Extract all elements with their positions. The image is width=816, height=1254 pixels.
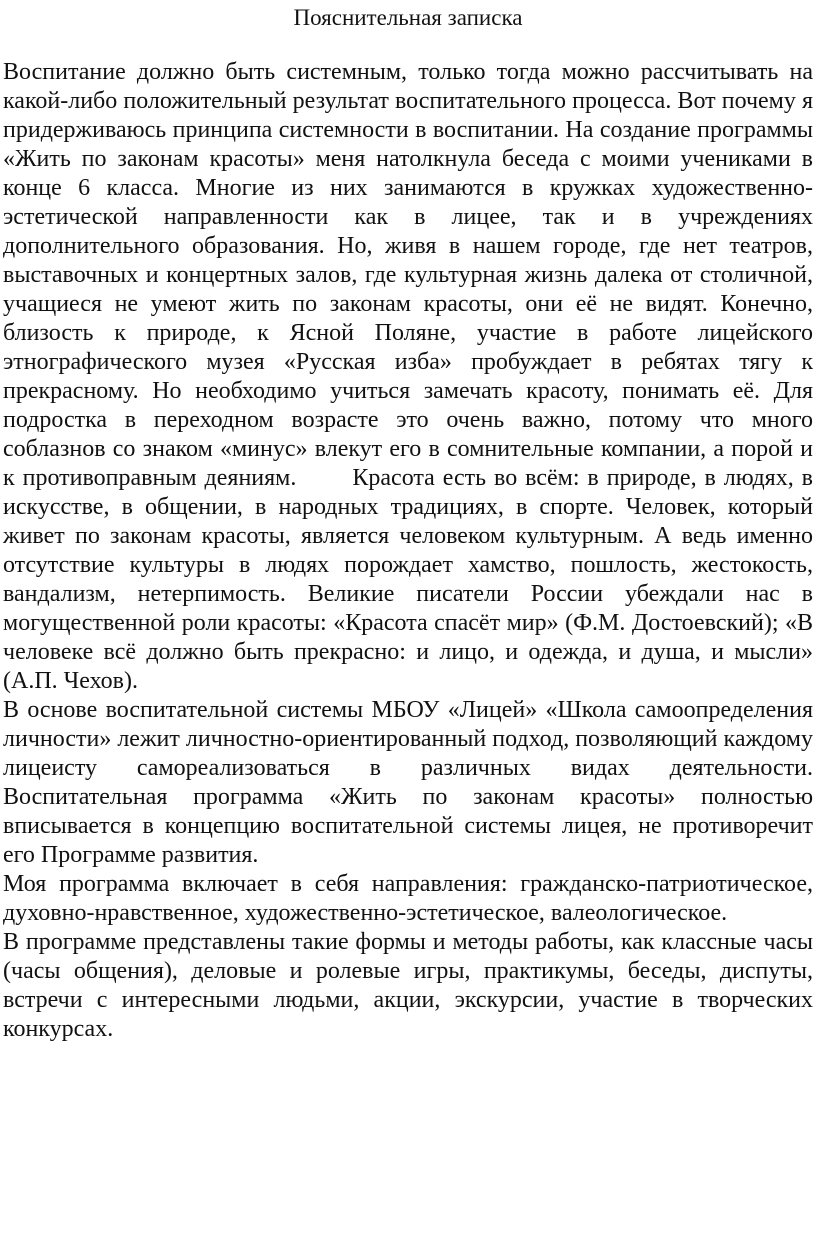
paragraph-4: В программе представлены такие формы и методы работы, как классные часы (часы общения), деловые и ролевые игры, практикумы, беседы, диспуты, встречи с интересными людьми, акции, экскурсии, участие в творческих конкурсах. (3, 929, 813, 1042)
document-body (3, 58, 813, 1044)
paragraph-1-part-2: Красота есть во всём: в природе, в людях, в искусстве, в общении, в народных традициях, в спорте. Человек, который живет по законам красоты, является человеком культурным. А ведь именно отсутствие культуры в людях порождает хамство, пошлость, жестокость, вандализм, нетерпимость. Великие писатели России убеждали нас в могущественной роли красоты: «Красота спасёт мир» (Ф.М. Достоевский); «В человеке всё должно быть прекрасно: и лицо, и одежда, и душа, и мысли» (А.П. Чехов). (3, 465, 813, 694)
paragraph-1 (3, 58, 813, 696)
paragraph-3: Моя программа включает в себя направления: гражданско-патриотическое, духовно-нравственное, художественно-эстетическое, валеологическое. (3, 871, 813, 926)
paragraph-1-part-1: Воспитание должно быть системным, только тогда можно рассчитывать на какой-либо положительный результат воспитательного процесса. Вот почему я придерживаюсь принципа системности в воспитании. На создание программы «Жить по законам красоты» меня натолкнула беседа с моими учениками в конце 6 класса. Многие из них занимаются в кружках художественно-эстетической направленности как в лицее, так и в учреждениях дополнительного образования. Но, живя в нашем городе, где нет театров, выставочных и концертных залов, где культурная жизнь далека от столичной, учащиеся не умеют жить по законам красоты, они её не видят. Конечно, близость к природе, к Ясной Поляне, участие в работе лицейского этнографического музея «Русская изба» пробуждает в ребятах тягу к прекрасному. Но необходимо учиться замечать красоту, понимать её. Для подростка в переходном возрасте это очень важно, потому что много соблазнов со знаком «минус» влекут его в сомнительные компании, а порой и к противоправным деяниям. (3, 59, 813, 491)
paragraph-2: В основе воспитательной системы МБОУ «Лицей» «Школа самоопределения личности» лежит личностно-ориентированный подход, позволяющий каждому лицеисту самореализоваться в различных видах деятельности. Воспитательная программа «Жить по законам красоты» полностью вписывается в концепцию воспитательной системы лицея, не противоречит его Программе развития. (3, 697, 813, 868)
document-title: Пояснительная записка (293, 5, 523, 30)
